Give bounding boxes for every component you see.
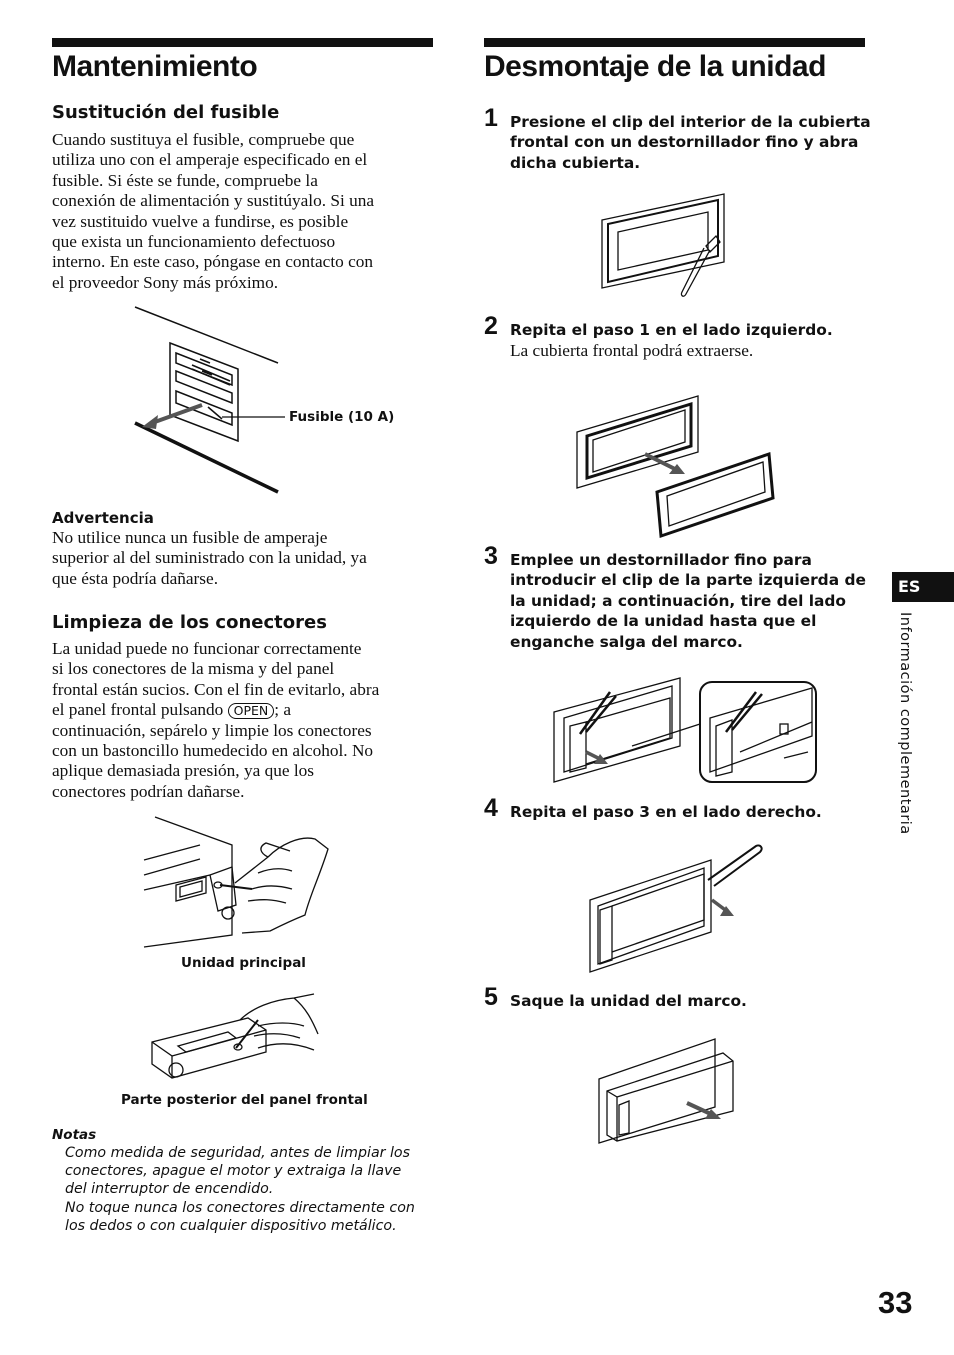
cleaning-line: continuación, sepárelo y limpie los conectores (52, 720, 372, 740)
step-line: Saque la unidad del marco. (510, 992, 747, 1010)
note-line: del interruptor de encendido. (65, 1181, 274, 1198)
step-line: la unidad; a continuación, tire del lado (510, 591, 846, 610)
warning-line: superior al del suministrado con la unidad, ya (52, 548, 367, 568)
step-line: enganche salga del marco. (510, 632, 743, 651)
fuse-illustration (130, 305, 290, 500)
cleaning-line: frontal están sucios. Con el fin de evitarlo, abra (52, 679, 380, 699)
step-3-text (510, 550, 866, 652)
fuse-line: interno. En este caso, póngase en contacto con (52, 252, 374, 272)
step-2-sub: La cubierta frontal podrá extraerse. (510, 341, 754, 360)
front-panel-caption: Parte posterior del panel frontal (121, 1092, 368, 1108)
fuse-line: fusible. Si éste se funde, compruebe la (52, 170, 318, 190)
warning-heading: Advertencia (52, 509, 154, 527)
fuse-line: el proveedor Sony más próximo. (52, 272, 279, 292)
step-line: dicha cubierta. (510, 153, 641, 172)
front-panel-cleaning-illustration (148, 990, 328, 1090)
note-line: Como medida de seguridad, antes de limpiar los (65, 1145, 410, 1161)
warning-body (52, 528, 367, 589)
fuse-line: conexión de alimentación y sustitúyalo. Si una (52, 191, 375, 211)
section-label: Información complementaria (897, 612, 913, 835)
step-number: 2 (484, 312, 498, 340)
fuse-line: que exista un funcionamiento defectuoso (52, 232, 336, 252)
step-1-text (510, 112, 871, 173)
fuse-body (52, 130, 374, 293)
cleaning-line: conectores podrían dañarse. (52, 781, 245, 801)
title-rule-left (52, 38, 433, 47)
main-unit-cleaning-illustration (140, 815, 335, 950)
fuse-label: Fusible (10 A) (289, 409, 395, 425)
step-5-text (510, 991, 747, 1011)
cleaning-line: si los conectores de la misma y del panel (52, 659, 335, 679)
step-line: frontal con un destornillador fino y abra (510, 133, 859, 152)
cleaning-heading: Limpieza de los conectores (52, 612, 327, 633)
step-number: 5 (484, 983, 498, 1011)
cleaning-line: aplique demasiada presión, ya que los (52, 761, 315, 781)
language-tab-label: ES (898, 577, 921, 596)
step-line: introducir el clip de la parte izquierda de (510, 571, 866, 590)
note-line: los dedos o con cualquier dispositivo metálico. (65, 1217, 397, 1234)
step-5-illustration (595, 1035, 745, 1145)
page-title-mantenimiento: Mantenimiento (52, 50, 258, 83)
note-line: No toque nunca los conectores directamente con (65, 1199, 415, 1216)
fuse-line: Cuando sustituya el fusible, compruebe que (52, 130, 355, 149)
warning-line: que ésta podría dañarse. (52, 568, 219, 588)
warning-line: No utilice nunca un fusible de amperaje (52, 528, 328, 547)
step-1-illustration (598, 190, 728, 300)
cleaning-line: La unidad puede no funcionar correctamente (52, 639, 362, 658)
step-line: Emplee un destornillador fino para (510, 551, 812, 569)
cleaning-text: el panel frontal pulsando (52, 700, 224, 720)
notes-title: Notas (52, 1127, 97, 1143)
note-line: conectores, apague el motor y extraiga la llave (65, 1163, 402, 1180)
step-number: 3 (484, 542, 498, 570)
main-unit-caption: Unidad principal (181, 955, 306, 971)
fuse-line: utiliza uno con el amperaje especificado en el (52, 150, 368, 170)
step-3-illustration (550, 672, 820, 787)
fuse-line: vez sustituido vuelve a fundirse, es posible (52, 211, 349, 231)
open-key: OPEN (228, 703, 275, 719)
step-line: Repita el paso 1 en el lado izquierdo. (510, 321, 833, 339)
cleaning-line (52, 700, 379, 720)
step-line: Presione el clip del interior de la cubierta (510, 113, 871, 131)
step-number: 4 (484, 794, 498, 822)
step-4-text (510, 802, 822, 822)
step-number: 1 (484, 104, 498, 132)
page-number: 33 (878, 1285, 913, 1320)
step-line: izquierdo de la unidad hasta que el (510, 612, 817, 631)
language-tab (892, 572, 954, 602)
cleaning-text: ; a (274, 700, 292, 720)
notes-body (65, 1144, 415, 1235)
step-2-text (510, 320, 833, 340)
fuse-heading: Sustitución del fusible (52, 102, 280, 123)
step-2-illustration (573, 392, 783, 537)
title-rule-right (484, 38, 865, 47)
cleaning-body (52, 639, 379, 802)
step-4-illustration (586, 840, 771, 975)
page-title-desmontaje: Desmontaje de la unidad (484, 50, 826, 83)
cleaning-line: con un bastoncillo humedecido en alcohol. No (52, 741, 374, 761)
step-line: Repita el paso 3 en el lado derecho. (510, 803, 822, 821)
